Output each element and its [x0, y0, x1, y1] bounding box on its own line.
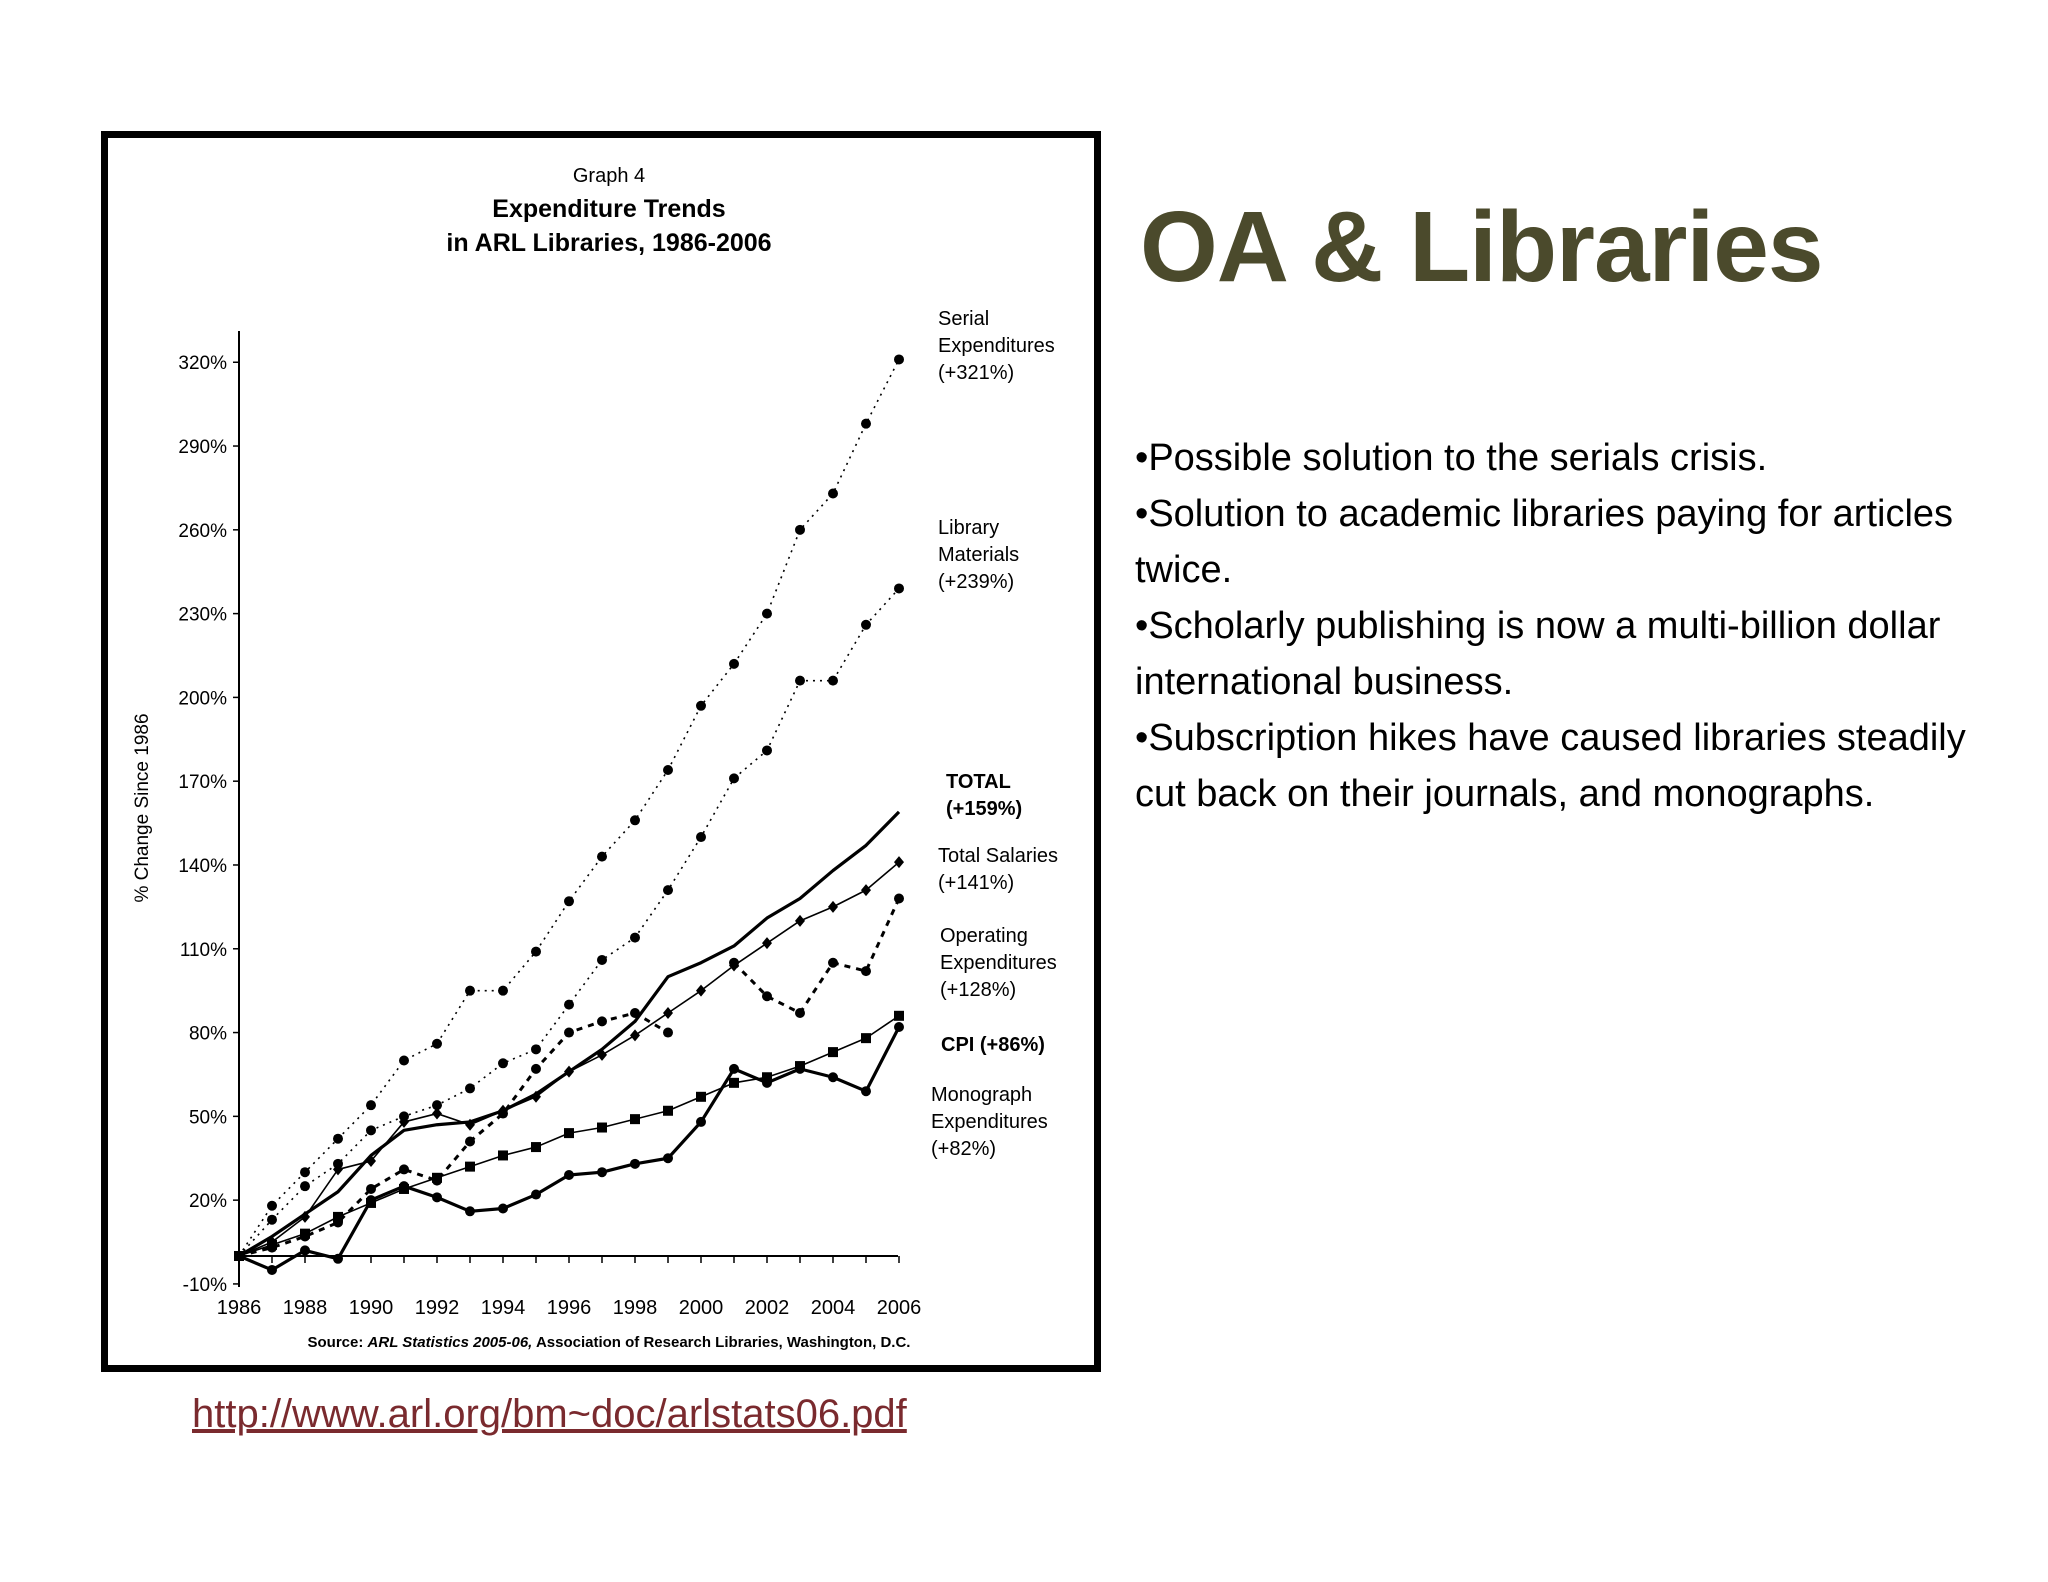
data-point [498, 1204, 508, 1214]
data-point [234, 1251, 244, 1261]
bullet-item: • Possible solution to the serials crisis. [1135, 430, 2015, 486]
data-point [828, 958, 838, 968]
data-point [630, 815, 640, 825]
chart-title-line-1: Expenditure Trends [492, 195, 726, 223]
data-point [894, 1022, 904, 1032]
data-point [696, 832, 706, 842]
data-point [795, 525, 805, 535]
data-point [498, 1150, 508, 1160]
data-point [531, 1190, 541, 1200]
chart-source [308, 1334, 911, 1351]
series-label: Expenditures [938, 335, 1055, 357]
data-point [762, 745, 772, 755]
data-point [630, 1008, 640, 1018]
x-tick-label: 1990 [348, 1297, 394, 1319]
data-point [630, 1159, 640, 1169]
series-label: Total Salaries [938, 845, 1059, 867]
series-6 [234, 1022, 904, 1275]
x-tick-label: 1988 [282, 1297, 328, 1319]
data-point [597, 955, 607, 965]
data-point [432, 1108, 442, 1120]
series-line [239, 359, 899, 1256]
data-point [861, 1086, 871, 1096]
data-point [762, 937, 772, 949]
y-tick-label: 170% [178, 772, 227, 794]
y-tick-label: 200% [178, 688, 227, 710]
data-point [861, 419, 871, 429]
data-point [894, 583, 904, 593]
data-point [597, 1167, 607, 1177]
data-point [432, 1039, 442, 1049]
data-point [597, 1123, 607, 1133]
data-point [564, 1128, 574, 1138]
x-tick-label: 2000 [678, 1297, 724, 1319]
x-tick-label: 1996 [546, 1297, 592, 1319]
bullet-list [1135, 430, 2015, 822]
data-point [828, 676, 838, 686]
data-point [531, 1142, 541, 1152]
data-point [861, 884, 871, 896]
series-label: (+141%) [938, 872, 1015, 894]
series-label: CPI (+86%) [941, 1034, 1045, 1056]
y-tick-label: -10% [182, 1274, 227, 1296]
data-point [762, 991, 772, 1001]
data-point [630, 1029, 640, 1041]
data-point [300, 1229, 310, 1239]
source-prefix: Source: [307, 1334, 368, 1351]
data-point [663, 765, 673, 775]
data-point [267, 1265, 277, 1275]
data-point [795, 676, 805, 686]
data-point [762, 609, 772, 619]
data-point [399, 1164, 409, 1174]
data-point [465, 1083, 475, 1093]
data-point [498, 1058, 508, 1068]
x-tick-label: 1998 [612, 1297, 658, 1319]
data-point [894, 856, 904, 868]
x-tick-label: 2004 [810, 1297, 856, 1319]
series-label: Materials [938, 544, 1020, 566]
x-tick-label: 1992 [414, 1297, 460, 1319]
bullet-item: • Subscription hikes have caused libraries steadily cut back on their journals, and monographs. [1135, 710, 2015, 822]
data-point [729, 958, 739, 968]
series-label: Expenditures [931, 1111, 1048, 1133]
x-tick-label: 1994 [480, 1297, 526, 1319]
series-label: Serial [938, 308, 990, 330]
data-point [564, 1170, 574, 1180]
bullet-item: • Solution to academic libraries paying for articles twice. [1135, 486, 2015, 598]
data-point [861, 620, 871, 630]
data-point [366, 1184, 376, 1194]
data-point [366, 1125, 376, 1135]
data-point [498, 986, 508, 996]
series-label: (+239%) [938, 571, 1015, 593]
data-point [300, 1245, 310, 1255]
series-label: TOTAL [946, 771, 1011, 793]
y-tick-label: 50% [188, 1107, 227, 1129]
bullet-item: • Scholarly publishing is now a multi-billion dollar international business. [1135, 598, 2015, 710]
source-link[interactable]: http://www.arl.org/bm~doc/arlstats06.pdf [192, 1392, 907, 1436]
data-point [795, 915, 805, 927]
expenditure-trends-chart [108, 138, 1094, 1365]
data-point [729, 1078, 739, 1088]
data-point [696, 1092, 706, 1102]
x-tick-label: 1986 [216, 1297, 262, 1319]
data-point [729, 773, 739, 783]
data-point [399, 1181, 409, 1191]
y-axis-label: % Change Since 1986 [132, 713, 153, 903]
data-point [531, 1064, 541, 1074]
data-point [597, 1016, 607, 1026]
series-label: (+321%) [938, 362, 1015, 384]
data-point [894, 1011, 904, 1021]
data-point [465, 1206, 475, 1216]
data-point [333, 1134, 343, 1144]
series-label: Operating [940, 925, 1028, 947]
data-point [366, 1100, 376, 1110]
y-tick-label: 290% [178, 437, 227, 459]
data-point [795, 1064, 805, 1074]
data-point [432, 1173, 442, 1183]
data-point [267, 1215, 277, 1225]
x-tick-label: 2006 [876, 1297, 922, 1319]
data-point [795, 1008, 805, 1018]
data-point [267, 1240, 277, 1250]
data-point [696, 985, 706, 997]
data-point [366, 1195, 376, 1205]
y-tick-label: 230% [178, 604, 227, 626]
series-3 [234, 856, 904, 1262]
chart-title-line-2: in ARL Libraries, 1986-2006 [446, 229, 772, 257]
data-point [564, 1000, 574, 1010]
data-point [531, 1044, 541, 1054]
data-point [696, 1117, 706, 1127]
data-point [861, 966, 871, 976]
series-0 [234, 354, 904, 1261]
data-point [828, 901, 838, 913]
data-point [663, 1007, 673, 1019]
slide-title: OA & Libraries [1140, 191, 1823, 303]
x-tick-label: 2002 [744, 1297, 790, 1319]
data-point [432, 1192, 442, 1202]
data-point [828, 1072, 838, 1082]
data-point [663, 1106, 673, 1116]
data-point [333, 1212, 343, 1222]
y-tick-label: 80% [188, 1023, 227, 1045]
data-point [828, 1047, 838, 1057]
data-point [861, 1033, 871, 1043]
data-point [729, 659, 739, 669]
data-point [465, 1162, 475, 1172]
data-point [894, 893, 904, 903]
data-point [333, 1254, 343, 1264]
data-point [630, 1114, 640, 1124]
y-tick-label: 20% [188, 1191, 227, 1213]
data-point [498, 1109, 508, 1119]
graph-label: Graph 4 [572, 165, 646, 187]
y-tick-label: 320% [178, 353, 227, 375]
data-point [894, 354, 904, 364]
data-point [531, 947, 541, 957]
data-point [465, 1136, 475, 1146]
series-label: Expenditures [940, 952, 1057, 974]
data-point [630, 933, 640, 943]
data-point [663, 885, 673, 895]
series-label: Library [938, 517, 1000, 539]
data-point [597, 852, 607, 862]
series-label: (+128%) [940, 979, 1017, 1001]
data-point [267, 1201, 277, 1211]
y-tick-label: 260% [178, 520, 227, 542]
data-point [399, 1055, 409, 1065]
data-point [729, 1064, 739, 1074]
data-point [300, 1181, 310, 1191]
data-point [564, 1028, 574, 1038]
data-point [300, 1167, 310, 1177]
source-rest: Association of Research Libraries, Washington, D.C. [532, 1334, 911, 1351]
series-label: (+159%) [946, 798, 1023, 820]
data-point [663, 1028, 673, 1038]
source-title: ARL Statistics 2005-06, [367, 1334, 533, 1351]
y-tick-label: 110% [179, 939, 227, 961]
data-point [828, 489, 838, 499]
series-label: Monograph [931, 1084, 1033, 1106]
data-point [564, 896, 574, 906]
data-point [663, 1153, 673, 1163]
data-point [762, 1078, 772, 1088]
data-point [696, 701, 706, 711]
y-tick-label: 140% [178, 855, 227, 877]
series-label: (+82%) [931, 1138, 997, 1160]
chart-frame [101, 131, 1101, 1372]
data-point [465, 986, 475, 996]
